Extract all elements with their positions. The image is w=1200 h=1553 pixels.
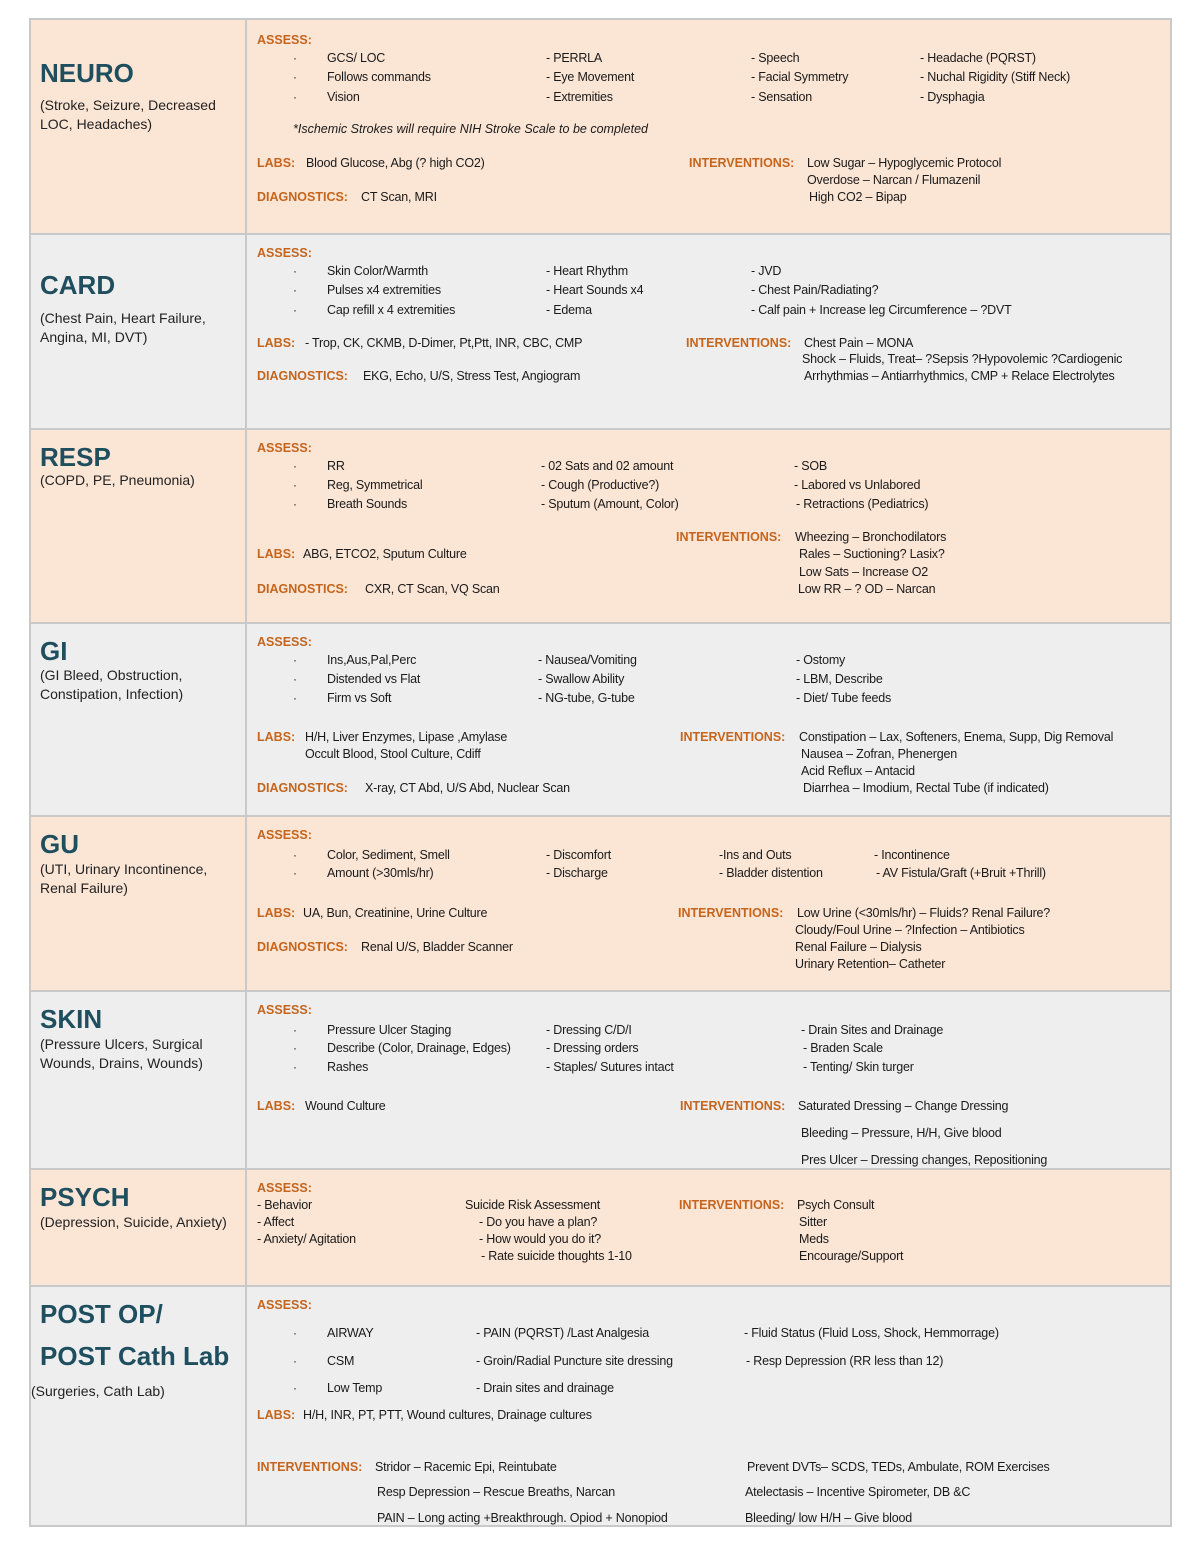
risk-item: - Rate suicide thoughts 1-10 xyxy=(481,1249,632,1263)
intervention-item: Low RR – ? OD – Narcan xyxy=(798,582,936,596)
intervention-item: High CO2 – Bipap xyxy=(809,190,907,204)
system-title: POST Cath Lab xyxy=(40,1341,230,1371)
bullet: · xyxy=(293,264,297,278)
assess-item: - Calf pain + Increase leg Circumference – ?DVT xyxy=(751,303,1012,317)
diagnostics-text: Renal U/S, Bladder Scanner xyxy=(361,940,513,954)
assess-label: ASSESS: xyxy=(257,246,312,260)
section-resp xyxy=(29,428,1172,622)
intervention-item: Arrhythmias – Antiarrhythmics, CMP + Relace Electrolytes xyxy=(804,369,1115,383)
intervention-item: Diarrhea – Imodium, Rectal Tube (if indicated) xyxy=(803,781,1049,795)
assess-label: ASSESS: xyxy=(257,1003,312,1017)
risk-item: - Do you have a plan? xyxy=(479,1215,598,1229)
assess-label: ASSESS: xyxy=(257,1298,312,1312)
bullet: · xyxy=(293,1060,297,1074)
assess-item: - Dressing orders xyxy=(546,1041,639,1055)
assess-item: - Anxiety/ Agitation xyxy=(257,1232,356,1246)
assess-label: ASSESS: xyxy=(257,828,312,842)
assess-item: - Headache (PQRST) xyxy=(920,51,1036,65)
intervention-item: Psych Consult xyxy=(797,1198,875,1212)
diagnostics-text: X-ray, CT Abd, U/S Abd, Nuclear Scan xyxy=(365,781,570,795)
intervention-item: Rales – Suctioning? Lasix? xyxy=(799,547,945,561)
assess-item: -Ins and Outs xyxy=(719,848,792,862)
system-subtitle: (Chest Pain, Heart Failure, Angina, MI, DVT) xyxy=(40,310,206,345)
interventions-label: INTERVENTIONS: xyxy=(257,1460,363,1474)
assess-item: - Chest Pain/Radiating? xyxy=(751,283,879,297)
section-skin xyxy=(29,990,1172,1168)
assess-item: - Tenting/ Skin turger xyxy=(803,1060,914,1074)
intervention-item: Low Sats – Increase O2 xyxy=(799,565,929,579)
intervention-item: Shock – Fluids, Treat– ?Sepsis ?Hypovolemic ?Cardiogenic xyxy=(802,352,1123,366)
assess-item: - Labored vs Unlabored xyxy=(794,478,921,492)
assess-item: - Affect xyxy=(257,1215,295,1229)
assess-item: - Nuchal Rigidity (Stiff Neck) xyxy=(920,70,1071,84)
bullet: · xyxy=(293,497,297,511)
section-gi xyxy=(29,622,1172,815)
intervention-item: Low Urine (<30mls/hr) – Fluids? Renal Failure? xyxy=(797,906,1051,920)
bullet: · xyxy=(293,1041,297,1055)
bullet: · xyxy=(293,866,297,880)
care-sheet xyxy=(29,18,1172,1527)
labs-label: LABS: xyxy=(257,547,296,561)
assess-item: Reg, Symmetrical xyxy=(327,478,423,492)
assess-item: - NG-tube, G-tube xyxy=(538,691,635,705)
assess-item: - 02 Sats and 02 amount xyxy=(541,459,674,473)
assess-item: - Dysphagia xyxy=(920,90,985,104)
labs-text: H/H, INR, PT, PTT, Wound cultures, Drainage cultures xyxy=(303,1408,592,1422)
assess-item: - Braden Scale xyxy=(803,1041,883,1055)
section-postop xyxy=(29,1285,1172,1527)
assess-item: - Speech xyxy=(751,51,800,65)
labs-text: Wound Culture xyxy=(305,1099,386,1113)
diagnostics-label: DIAGNOSTICS: xyxy=(257,940,348,954)
diagnostics-label: DIAGNOSTICS: xyxy=(257,781,348,795)
intervention-item: Wheezing – Bronchodilators xyxy=(795,530,947,544)
interventions-label: INTERVENTIONS: xyxy=(686,336,792,350)
intervention-item: Constipation – Lax, Softeners, Enema, Supp, Dig Removal xyxy=(799,730,1114,744)
system-title: PSYCH xyxy=(40,1182,130,1212)
system-subtitle: (GI Bleed, Obstruction, Constipation, Infection) xyxy=(40,667,184,702)
assess-item: - Fluid Status (Fluid Loss, Shock, Hemmorrage) xyxy=(744,1326,999,1340)
section-neuro xyxy=(29,18,1172,233)
assess-item: GCS/ LOC xyxy=(327,51,386,65)
assess-item: Firm vs Soft xyxy=(327,691,392,705)
diagnostics-text: CT Scan, MRI xyxy=(361,190,437,204)
intervention-item: Chest Pain – MONA xyxy=(804,336,914,350)
bullet: · xyxy=(293,51,297,65)
assess-item: Breath Sounds xyxy=(327,497,408,511)
interventions-label: INTERVENTIONS: xyxy=(679,1198,785,1212)
assess-item: Cap refill x 4 extremities xyxy=(327,303,456,317)
intervention-item: Encourage/Support xyxy=(799,1249,904,1263)
bullet: · xyxy=(293,848,297,862)
intervention-item: Low Sugar – Hypoglycemic Protocol xyxy=(807,156,1002,170)
section-card xyxy=(29,233,1172,428)
interventions-label: INTERVENTIONS: xyxy=(680,1099,786,1113)
intervention-item: Atelectasis – Incentive Spirometer, DB &C xyxy=(745,1485,971,1499)
system-subtitle: (UTI, Urinary Incontinence, Renal Failure) xyxy=(40,861,208,896)
assess-item: - Ostomy xyxy=(796,653,846,667)
assess-item: - SOB xyxy=(794,459,828,473)
labs-label: LABS: xyxy=(257,156,296,170)
diagnostics-label: DIAGNOSTICS: xyxy=(257,190,348,204)
section-header xyxy=(31,817,247,990)
labs-label: LABS: xyxy=(257,730,296,744)
system-title: CARD xyxy=(40,270,116,300)
assess-item: AIRWAY xyxy=(327,1326,374,1340)
assess-label: ASSESS: xyxy=(257,1181,312,1195)
section-header xyxy=(31,235,247,428)
intervention-item: Renal Failure – Dialysis xyxy=(795,940,922,954)
assess-item: - Nausea/Vomiting xyxy=(538,653,637,667)
assess-item: Color, Sediment, Smell xyxy=(327,848,450,862)
system-title: GU xyxy=(40,829,79,859)
assess-item: - PAIN (PQRST) /Last Analgesia xyxy=(476,1326,649,1340)
labs-text: ABG, ETCO2, Sputum Culture xyxy=(303,547,467,561)
assess-item: - Facial Symmetry xyxy=(751,70,849,84)
intervention-item: Sitter xyxy=(799,1215,827,1229)
assess-item: - Bladder distention xyxy=(719,866,823,880)
intervention-item: Bleeding – Pressure, H/H, Give blood xyxy=(801,1126,1002,1140)
labs-text: Blood Glucose, Abg (? high CO2) xyxy=(306,156,485,170)
suicide-risk-title: Suicide Risk Assessment xyxy=(465,1198,601,1212)
intervention-item: Meds xyxy=(799,1232,829,1246)
bullet: · xyxy=(293,303,297,317)
assess-item: - Edema xyxy=(546,303,592,317)
bullet: · xyxy=(293,459,297,473)
assess-item: - Sputum (Amount, Color) xyxy=(541,497,679,511)
intervention-item: Bleeding/ low H/H – Give blood xyxy=(745,1511,913,1525)
assess-item: CSM xyxy=(327,1354,355,1368)
diagnostics-label: DIAGNOSTICS: xyxy=(257,582,348,596)
assess-item: - Discomfort xyxy=(546,848,611,862)
system-title: RESP xyxy=(40,442,111,472)
assess-item: Vision xyxy=(327,90,360,104)
intervention-item: Pres Ulcer – Dressing changes, Repositioning xyxy=(801,1153,1048,1167)
interventions-label: INTERVENTIONS: xyxy=(678,906,784,920)
intervention-item: Resp Depression – Rescue Breaths, Narcan xyxy=(377,1485,615,1499)
system-title: NEURO xyxy=(40,58,134,88)
assess-item: Distended vs Flat xyxy=(327,672,421,686)
assess-item: Skin Color/Warmth xyxy=(327,264,429,278)
intervention-item: Nausea – Zofran, Phenergen xyxy=(801,747,958,761)
assess-item: - Discharge xyxy=(546,866,608,880)
bullet: · xyxy=(293,653,297,667)
intervention-item: Prevent DVTs– SCDS, TEDs, Ambulate, ROM Exercises xyxy=(747,1460,1050,1474)
assess-item: RR xyxy=(327,459,345,473)
assess-item: - Diet/ Tube feeds xyxy=(796,691,892,705)
labs-label: LABS: xyxy=(257,1099,296,1113)
diagnostics-text: CXR, CT Scan, VQ Scan xyxy=(365,582,500,596)
assess-item: - Sensation xyxy=(751,90,813,104)
system-title: POST OP/ xyxy=(40,1299,163,1329)
assess-item: - Swallow Ability xyxy=(538,672,625,686)
assess-label: ASSESS: xyxy=(257,33,312,47)
intervention-item: PAIN – Long acting +Breakthrough. Opiod + Nonopiod xyxy=(377,1511,668,1525)
bullet: · xyxy=(293,672,297,686)
intervention-item: Overdose – Narcan / Flumazenil xyxy=(807,173,981,187)
bullet: · xyxy=(293,90,297,104)
system-subtitle: (Depression, Suicide, Anxiety) xyxy=(40,1214,227,1230)
assess-item: - Heart Sounds x4 xyxy=(546,283,644,297)
diagnostics-text: EKG, Echo, U/S, Stress Test, Angiogram xyxy=(363,369,581,383)
labs-label: LABS: xyxy=(257,906,296,920)
labs-label: LABS: xyxy=(257,1408,296,1422)
assess-item: Rashes xyxy=(327,1060,369,1074)
assess-item: Describe (Color, Drainage, Edges) xyxy=(327,1041,511,1055)
assess-item: - JVD xyxy=(751,264,782,278)
assess-label: ASSESS: xyxy=(257,441,312,455)
assess-item: - Eye Movement xyxy=(546,70,635,84)
section-header xyxy=(31,992,247,1168)
assess-item: - Groin/Radial Puncture site dressing xyxy=(476,1354,673,1368)
section-gu xyxy=(29,815,1172,990)
section-header xyxy=(31,20,247,233)
system-subtitle: (Pressure Ulcers, Surgical Wounds, Drains, Wounds) xyxy=(40,1036,203,1071)
system-subtitle: (Surgeries, Cath Lab) xyxy=(31,1383,165,1399)
assess-item: - Drain Sites and Drainage xyxy=(801,1023,944,1037)
bullet: · xyxy=(293,1354,297,1368)
interventions-label: INTERVENTIONS: xyxy=(689,156,795,170)
labs-text: UA, Bun, Creatinine, Urine Culture xyxy=(303,906,488,920)
assess-item: - LBM, Describe xyxy=(796,672,883,686)
assess-item: - Incontinence xyxy=(874,848,950,862)
assess-item: - Retractions (Pediatrics) xyxy=(796,497,929,511)
intervention-item: Urinary Retention– Catheter xyxy=(795,957,946,971)
intervention-item: Cloudy/Foul Urine – ?Infection – Antibiotics xyxy=(795,923,1025,937)
assess-item: - Drain sites and drainage xyxy=(476,1381,614,1395)
assess-item: - AV Fistula/Graft (+Bruit +Thrill) xyxy=(876,866,1046,880)
bullet: · xyxy=(293,478,297,492)
intervention-item: Acid Reflux – Antacid xyxy=(801,764,915,778)
labs-label: LABS: xyxy=(257,336,296,350)
bullet: · xyxy=(293,691,297,705)
assess-item: Follows commands xyxy=(327,70,431,84)
labs-text: H/H, Liver Enzymes, Lipase ,Amylase xyxy=(305,730,508,744)
system-title: GI xyxy=(40,636,68,666)
stroke-note: *Ischemic Strokes will require NIH Stroke Scale to be completed xyxy=(293,122,649,136)
system-subtitle: (Stroke, Seizure, Decreased LOC, Headaches) xyxy=(40,97,216,132)
assess-item: Low Temp xyxy=(327,1381,383,1395)
assess-label: ASSESS: xyxy=(257,635,312,649)
bullet: · xyxy=(293,70,297,84)
assess-item: - Resp Depression (RR less than 12) xyxy=(746,1354,944,1368)
assess-item: - Staples/ Sutures intact xyxy=(546,1060,674,1074)
intervention-item: Stridor – Racemic Epi, Reintubate xyxy=(375,1460,557,1474)
intervention-item: Saturated Dressing – Change Dressing xyxy=(798,1099,1009,1113)
bullet: · xyxy=(293,1023,297,1037)
section-header xyxy=(31,1170,247,1285)
assess-item: - Cough (Productive?) xyxy=(541,478,660,492)
assess-item: - PERRLA xyxy=(546,51,603,65)
section-header xyxy=(31,430,247,622)
assess-item: - Extremities xyxy=(546,90,613,104)
system-title: SKIN xyxy=(40,1004,103,1034)
assess-item: Pressure Ulcer Staging xyxy=(327,1023,452,1037)
assess-item: - Dressing C/D/I xyxy=(546,1023,632,1037)
assess-item: - Heart Rhythm xyxy=(546,264,628,278)
diagnostics-label: DIAGNOSTICS: xyxy=(257,369,348,383)
labs-text: Occult Blood, Stool Culture, Cdiff xyxy=(305,747,481,761)
section-header xyxy=(31,624,247,815)
section-psych xyxy=(29,1168,1172,1285)
system-subtitle: (COPD, PE, Pneumonia) xyxy=(40,472,195,488)
bullet: · xyxy=(293,1326,297,1340)
interventions-label: INTERVENTIONS: xyxy=(680,730,786,744)
labs-text: - Trop, CK, CKMB, D-Dimer, Pt,Ptt, INR, CBC, CMP xyxy=(305,336,583,350)
bullet: · xyxy=(293,283,297,297)
risk-item: - How would you do it? xyxy=(479,1232,602,1246)
assess-item: Pulses x4 extremities xyxy=(327,283,441,297)
assess-item: - Behavior xyxy=(257,1198,312,1212)
section-header xyxy=(31,1287,247,1525)
interventions-label: INTERVENTIONS: xyxy=(676,530,782,544)
assess-item: Amount (>30mls/hr) xyxy=(327,866,434,880)
assess-item: Ins,Aus,Pal,Perc xyxy=(327,653,417,667)
bullet: · xyxy=(293,1381,297,1395)
